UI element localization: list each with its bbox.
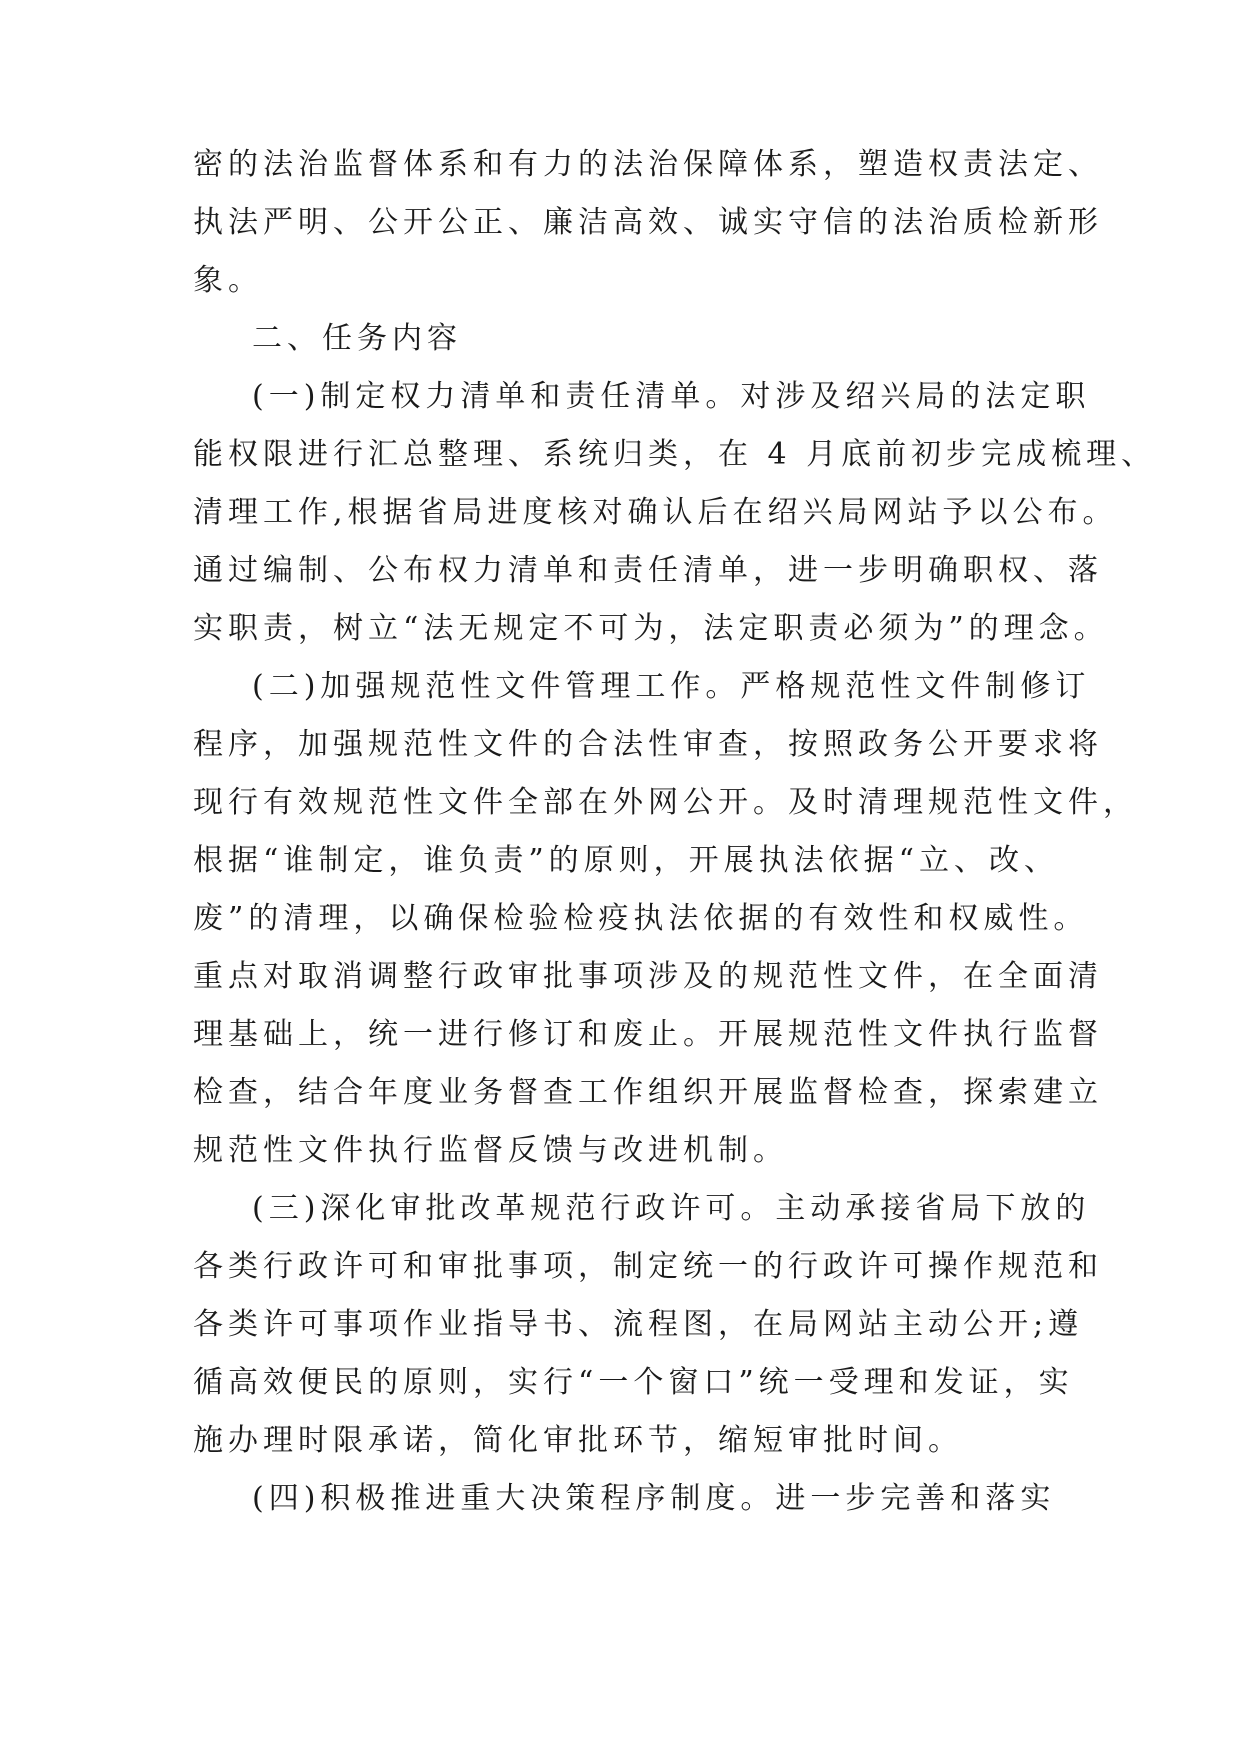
text-line: 实职责，树立“法无规定不可为，法定职责必须为”的理念。 (193, 611, 1109, 646)
text-line: 施办理时限承诺，简化审批环节，缩短审批时间。 (193, 1423, 963, 1458)
text-line: 根据“谁制定，谁负责”的原则，开展执法依据“立、改、 (193, 843, 1060, 878)
text-line: 清理工作,根据省局进度核对确认后在绍兴局网站予以公布。 (193, 495, 1118, 530)
text-line: 程序，加强规范性文件的合法性审查，按照政务公开要求将 (193, 727, 1103, 762)
text-line: 象。 (193, 263, 263, 298)
text-line: 通过编制、公布权力清单和责任清单，进一步明确职权、落 (193, 553, 1103, 588)
section-heading: 二、任务内容 (252, 321, 462, 356)
text-line: 检查，结合年度业务督查工作组织开展监督检查，探索建立 (193, 1075, 1103, 1110)
text-line: 执法严明、公开公正、廉洁高效、诚实守信的法治质检新形 (193, 205, 1103, 240)
text-line: 规范性文件执行监督反馈与改进机制。 (193, 1133, 788, 1168)
text-line: 循高效便民的原则，实行“一个窗口”统一受理和发证，实 (193, 1365, 1074, 1400)
text-line: 重点对取消调整行政审批事项涉及的规范性文件，在全面清 (193, 959, 1103, 994)
text-line: 能权限进行汇总整理、系统归类，在 4 月底前初步完成梳理、 (193, 437, 1157, 472)
text-line: (一)制定权力清单和责任清单。对涉及绍兴局的法定职 (252, 379, 1091, 414)
text-line: 理基础上，统一进行修订和废止。开展规范性文件执行监督 (193, 1017, 1103, 1052)
text-line: (二)加强规范性文件管理工作。严格规范性文件制修订 (252, 669, 1091, 704)
text-line: 密的法治监督体系和有力的法治保障体系，塑造权责法定、 (193, 147, 1103, 182)
text-line: 废”的清理，以确保检验检疫执法依据的有效性和权威性。 (193, 901, 1089, 936)
text-line: (四)积极推进重大决策程序制度。进一步完善和落实 (252, 1481, 1056, 1516)
text-line: 各类行政许可和审批事项，制定统一的行政许可操作规范和 (193, 1249, 1103, 1284)
text-line: 各类许可事项作业指导书、流程图，在局网站主动公开;遵 (193, 1307, 1084, 1342)
text-line: 现行有效规范性文件全部在外网公开。及时清理规范性文件， (193, 785, 1138, 820)
text-line: (三)深化审批改革规范行政许可。主动承接省局下放的 (252, 1191, 1091, 1226)
